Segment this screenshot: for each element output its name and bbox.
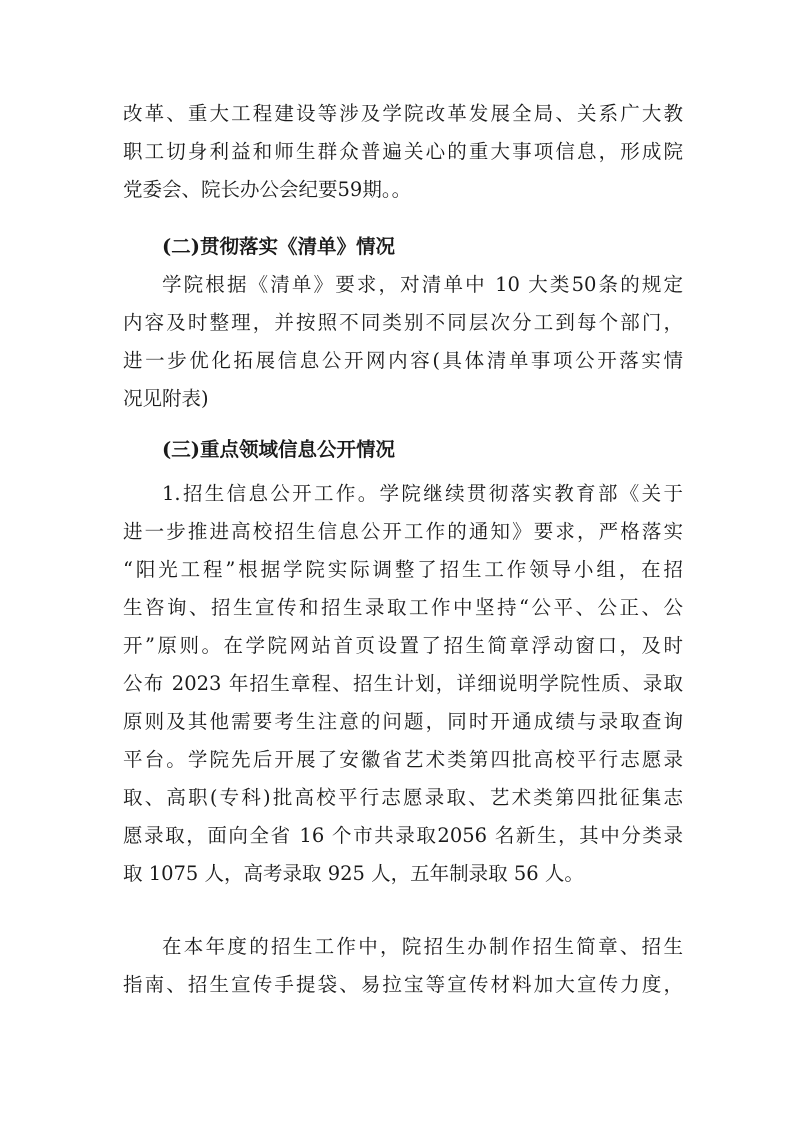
paragraph-admission xyxy=(123,475,683,893)
section-heading-3 xyxy=(123,431,683,469)
paragraph-promotion xyxy=(123,928,683,1004)
text-line: 学院根据《清单》要求，对清单中 10 大类50条的规定 xyxy=(162,273,683,296)
text-line: 生咨询、招生宣传和招生录取工作中坚持“公平、公正、公 xyxy=(123,596,683,619)
text-line: 愿录取，面向全省 16 个市共录取2056 名新生，其中分类录 xyxy=(123,824,683,847)
heading-text: (二)贯彻落实《清单》情况 xyxy=(162,235,395,258)
section-heading-2 xyxy=(123,228,683,266)
text-line: 内容及时整理，并按照不同类别不同层次分工到每个部门， xyxy=(123,311,683,334)
heading-text: (三)重点领域信息公开情况 xyxy=(162,438,395,461)
paragraph-continuation xyxy=(123,95,683,209)
text-line: 进一步推进高校招生信息公开工作的通知》要求，严格落实 xyxy=(123,520,683,543)
text-line: 指南、招生宣传手提袋、易拉宝等宣传材料加大宣传力度， xyxy=(123,973,683,996)
paragraph-checklist xyxy=(123,266,683,418)
text-line: 党委会、院长办公会纪要59期。。 xyxy=(123,178,412,201)
text-line: 改革、重大工程建设等涉及学院改革发展全局、关系广大教 xyxy=(123,102,683,125)
text-line: 公布 2023 年招生章程、招生计划，详细说明学院性质、录取 xyxy=(123,672,683,695)
text-line: 1.招生信息公开工作。学院继续贯彻落实教育部《关于 xyxy=(162,482,683,505)
text-line: 取、高职(专科)批高校平行志愿录取、艺术类第四批征集志 xyxy=(123,786,683,809)
text-line: 职工切身利益和师生群众普遍关心的重大事项信息，形成院 xyxy=(123,140,683,163)
text-line: 进一步优化拓展信息公开网内容(具体清单事项公开落实情 xyxy=(123,349,683,372)
text-line: 平台。学院先后开展了安徽省艺术类第四批高校平行志愿录 xyxy=(123,748,683,771)
text-line: 况见附表) xyxy=(123,387,209,410)
text-line: 在本年度的招生工作中，院招生办制作招生简章、招生 xyxy=(162,935,683,958)
text-line: 取 1075 人，高考录取 925 人，五年制录取 56 人。 xyxy=(123,862,584,885)
text-line: 开”原则。在学院网站首页设置了招生简章浮动窗口，及时 xyxy=(123,634,683,657)
text-line: “阳光工程”根据学院实际调整了招生工作领导小组，在招 xyxy=(123,558,683,581)
text-line: 原则及其他需要考生注意的问题，同时开通成绩与录取查询 xyxy=(123,710,683,733)
